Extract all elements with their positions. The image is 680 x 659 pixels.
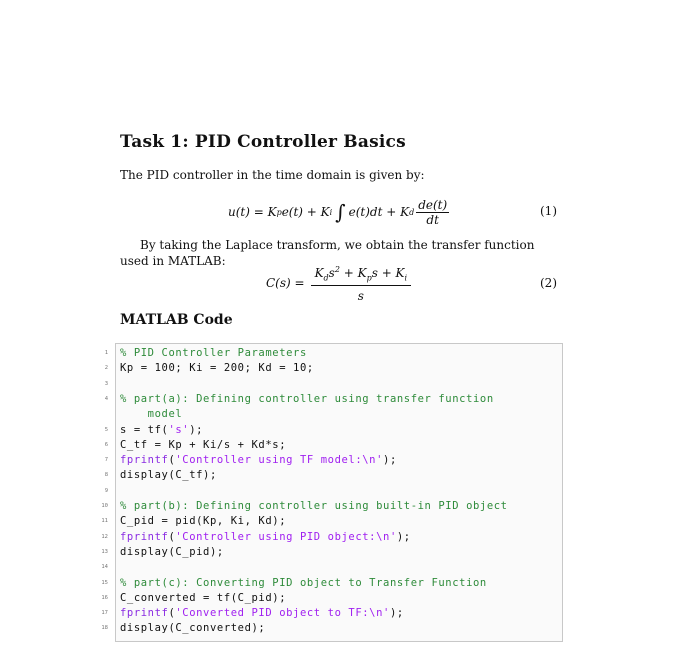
section-heading: MATLAB Code	[120, 312, 233, 328]
eq1-term2: e(t)dt + K	[348, 205, 410, 219]
code-token-plain: s = tf(	[120, 423, 169, 436]
line-number: 4	[104, 395, 108, 402]
code-token-plain: );	[389, 607, 404, 620]
code-token-kw: fprintf	[120, 454, 169, 467]
code-token-plain: display(C_tf);	[120, 469, 217, 482]
eq1-sub-d: d	[409, 207, 415, 217]
eq1-sub-p: p	[276, 207, 282, 217]
code-token-plain: );	[396, 530, 411, 543]
equation-number-1: (1)	[540, 204, 557, 218]
code-line	[120, 606, 404, 621]
code-line	[120, 423, 203, 438]
eq2-numerator	[311, 263, 412, 286]
line-number: 11	[101, 518, 108, 525]
laplace-text: By taking the Laplace transform, we obtain the transfer function used in MATLAB:	[120, 238, 535, 268]
code-line	[120, 361, 314, 376]
line-number: 8	[104, 472, 108, 479]
code-token-plain: (	[168, 607, 176, 620]
code-line	[120, 621, 265, 636]
code-token-plain: display(C_converted);	[120, 622, 266, 635]
eq2-num-s: s	[328, 266, 335, 280]
eq2-num-sup: 2	[334, 265, 340, 274]
eq1-lhs: u(t) = K	[228, 205, 277, 219]
code-token-plain: );	[383, 454, 397, 467]
eq2-num-kp: + K	[339, 266, 367, 280]
eq1-derivative-fraction	[416, 198, 449, 227]
code-line	[120, 499, 508, 514]
code-line	[120, 453, 397, 468]
line-number: 2	[104, 365, 108, 372]
eq2-num-ki-sub: i	[404, 273, 408, 283]
line-number: 14	[101, 564, 108, 571]
line-number: 10	[101, 503, 108, 509]
code-token-str: 's'	[168, 423, 190, 436]
code-token-plain: (	[168, 530, 176, 543]
eq2-fraction	[311, 263, 412, 303]
line-number: 3	[104, 380, 108, 387]
code-line	[120, 530, 411, 545]
code-token-plain: display(C_pid);	[120, 545, 224, 558]
eq2-num-kd-sub: d	[323, 273, 329, 283]
line-number: 5	[104, 426, 108, 433]
code-token-plain: Kp = 100; Ki = 200; Kd = 10;	[120, 362, 314, 375]
code-token-comment: % part(c): Converting PID object to Transfer Function	[120, 576, 487, 589]
code-token-str: 'Converted PID object to TF:\n'	[175, 607, 390, 620]
eq1-sub-i: i	[329, 207, 333, 217]
code-line	[120, 438, 286, 453]
code-token-plain: );	[189, 423, 204, 436]
line-number: 7	[104, 457, 108, 464]
code-token-plain: C_converted = tf(C_pid);	[120, 591, 287, 604]
line-number: 17	[101, 610, 108, 617]
eq2-denominator: s	[357, 289, 364, 304]
code-line	[120, 591, 286, 606]
code-line	[120, 514, 286, 529]
eq1-frac-denominator: dt	[426, 212, 439, 227]
code-token-comment: % part(a): Defining controller using transfer function	[120, 392, 494, 405]
code-token-comment: model	[120, 408, 183, 421]
code-line	[120, 392, 494, 407]
code-token-kw: fprintf	[120, 530, 169, 543]
code-token-plain: (	[168, 454, 176, 467]
eq2-num-ki: s + K	[371, 266, 405, 280]
eq2-lhs: C(s) =	[266, 276, 305, 291]
equation-2	[266, 263, 413, 303]
eq1-term1: e(t) + K	[281, 205, 330, 219]
eq1-frac-numerator: de(t)	[418, 197, 448, 212]
line-number: 1	[104, 350, 108, 356]
code-token-str: 'Controller using PID object:\n'	[175, 530, 397, 543]
code-line	[120, 346, 307, 361]
page-title: Task 1: PID Controller Basics	[120, 132, 406, 152]
line-number: 18	[101, 625, 108, 632]
line-number: 13	[101, 548, 108, 555]
code-token-plain: C_pid = pid(Kp, Ki, Kd);	[120, 515, 287, 528]
line-number: 15	[101, 579, 108, 586]
line-number: 9	[104, 487, 108, 494]
equation-number-2: (2)	[540, 276, 557, 290]
code-line	[120, 468, 217, 483]
code-token-comment: % PID Controller Parameters	[120, 347, 307, 359]
code-token-kw: fprintf	[120, 607, 169, 620]
code-line	[120, 407, 182, 422]
eq2-num-kd: K	[314, 266, 324, 280]
line-number	[96, 407, 108, 422]
line-number: 16	[101, 594, 108, 601]
code-token-str: 'Controller using TF model:\n'	[175, 454, 384, 467]
code-line	[120, 576, 487, 591]
code-token-comment: % part(b): Defining controller using built-in PID object	[120, 500, 508, 512]
code-line	[120, 545, 224, 560]
line-number: 6	[104, 441, 108, 448]
integral-sign: ∫	[335, 200, 346, 224]
intro-text: The PID controller in the time domain is given by:	[120, 168, 425, 182]
eq2-num-kp-sub: p	[366, 273, 372, 283]
equation-1	[228, 194, 451, 230]
code-token-plain: C_tf = Kp + Ki/s + Kd*s;	[120, 438, 287, 451]
line-number: 12	[101, 533, 108, 540]
